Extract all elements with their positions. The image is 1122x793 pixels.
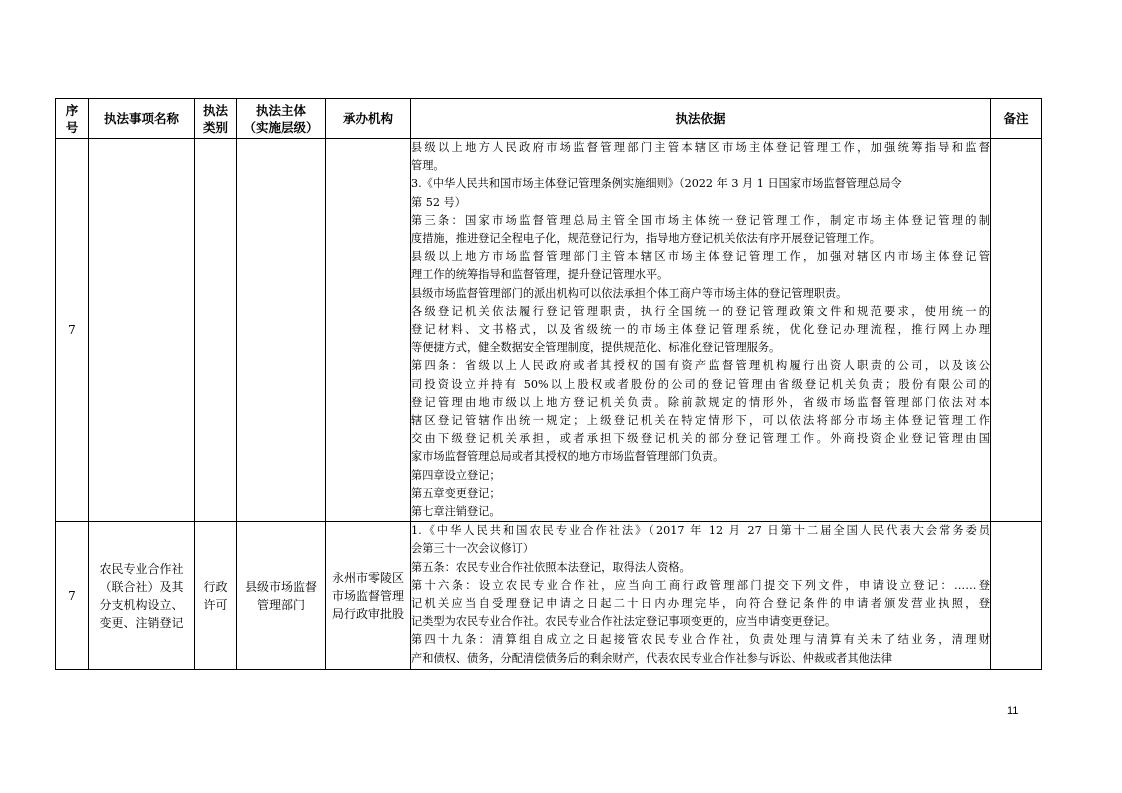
basis-text-line: 产和债权、债务，分配清偿债务后的剩余财产，代表农民专业合作社参与诉讼、仲裁或者其他法律: [411, 651, 893, 665]
basis-text-line: 第五条：农民专业合作社依照本法登记，取得法人资格。: [411, 560, 691, 574]
cell-seq: 7: [56, 139, 89, 522]
header-name: 执法事项名称: [89, 99, 195, 139]
table-row: [56, 139, 1042, 522]
table-header-row: [56, 99, 1042, 139]
header-seq: 序 号: [56, 99, 89, 139]
basis-text-line: 3.《中华人民共和国市场主体登记管理条例实施细则》（2022 年 3 月 1 日国家市场监督管理总局令: [411, 177, 902, 191]
cell-name: [89, 139, 195, 522]
basis-text-line: 家市场监督管理总局或者其授权的地方市场监督管理部门负责。: [411, 450, 725, 464]
cell-category: [195, 139, 237, 522]
basis-text-line: 记类型为农民专业合作社。农民专业合作社法定登记事项变更的，应当申请变更登记。: [411, 615, 837, 629]
basis-text-line: 县级市场监督管理部门的派出机构可以依法承担个体工商户等市场主体的登记管理职责。: [411, 286, 848, 300]
basis-text-line: 第四章设立登记；: [411, 468, 501, 482]
basis-text-line: 1.《中华人民共和国农民专业合作社法》（2017 年 12 月 27 日第十二届全国人民代表大会常务委员: [411, 524, 990, 538]
header-agency: 承办机构: [326, 99, 411, 139]
basis-text-line: 司投资设立并持有 50%以上股权或者股份的公司的登记管理由省级登记机关负责；股份有限公司的: [411, 377, 990, 391]
basis-text-line: 第 52 号）: [411, 195, 466, 209]
basis-text-line: 第十六条：设立农民专业合作社，应当向工商行政管理部门提交下列文件，申请设立登记：……登: [411, 578, 990, 592]
cell-remarks: [991, 139, 1042, 522]
header-remarks: 备注: [991, 99, 1042, 139]
basis-text-line: 第五章变更登记；: [411, 486, 501, 500]
cell-remarks: [991, 522, 1042, 670]
basis-text-line: 管理。: [411, 159, 445, 173]
cell-basis: [411, 522, 991, 670]
basis-text-line: 理工作的统筹指导和监督管理，提升登记管理水平。: [411, 268, 669, 282]
enforcement-table: [55, 98, 1042, 670]
cell-agency: [326, 139, 411, 522]
header-subject: 执法主体 （实施层级）: [237, 99, 326, 139]
basis-text-line: 交由下级登记机关承担，或者承担下级登记机关的部分登记管理工作。外商投资企业登记管理由国: [411, 432, 990, 446]
header-basis: 执法依据: [411, 99, 991, 139]
cell-subject: 县级市场监督管理部门: [237, 522, 326, 670]
cell-agency: 永州市零陵区市场监督管理局行政审批股: [326, 522, 411, 670]
cell-name: 农民专业合作社（联合社）及其分支机构设立、变更、注销登记: [89, 522, 195, 670]
basis-text-line: 县级以上地方人民政府市场监督管理部门主管本辖区市场主体登记管理工作，加强统筹指导和监督: [411, 141, 990, 154]
basis-text-line: 辖区登记管辖作出统一规定；上级登记机关在特定情形下，可以依法将部分市场主体登记管理工作: [411, 414, 990, 428]
header-category: 执法 类别: [195, 99, 237, 139]
cell-category: 行政许可: [195, 522, 237, 670]
cell-subject: [237, 139, 326, 522]
basis-text-line: 度措施，推进登记全程电子化，规范登记行为，指导地方登记机关依法有序开展登记管理工作。: [411, 232, 881, 246]
basis-text-line: 县级以上地方市场监督管理部门主管本辖区市场主体登记管理工作，加强对辖区内市场主体登记管: [411, 250, 990, 264]
basis-text-line: 等便捷方式，健全数据安全管理制度，提供规范化、标准化登记管理服务。: [411, 341, 781, 355]
basis-text-line: 第四十九条：清算组自成立之日起接管农民专业合作社，负责处理与清算有关未了结业务，清理财: [411, 633, 990, 647]
table-row: [56, 522, 1042, 670]
cell-seq: 7: [56, 522, 89, 670]
basis-text-line: 记机关应当自受理登记申请之日起二十日内办理完毕，向符合登记条件的申请者颁发营业执照，登: [411, 597, 990, 611]
basis-text-line: 第四条：省级以上人民政府或者其授权的国有资产监督管理机构履行出资人职责的公司，以及该公: [411, 359, 990, 373]
basis-text-line: 第七章注销登记。: [411, 505, 501, 519]
basis-text-line: 会第三十一次会议修订）: [411, 542, 535, 556]
basis-text-line: 登记材料、文书格式，以及省级统一的市场主体登记管理系统，优化登记办理流程，推行网上办理: [411, 323, 990, 337]
basis-text-line: 第三条：国家市场监督管理总局主管全国市场主体统一登记管理工作，制定市场主体登记管理的制: [411, 213, 990, 227]
page-number: 11: [1007, 705, 1019, 717]
basis-text-line: 登记管理由地市级以上地方登记机关负责。除前款规定的情形外，省级市场监督管理部门依法对本: [411, 395, 990, 409]
basis-text-line: 各级登记机关依法履行登记管理职责，执行全国统一的登记管理政策文件和规范要求，使用统一的: [411, 304, 990, 318]
cell-basis: [411, 139, 991, 522]
